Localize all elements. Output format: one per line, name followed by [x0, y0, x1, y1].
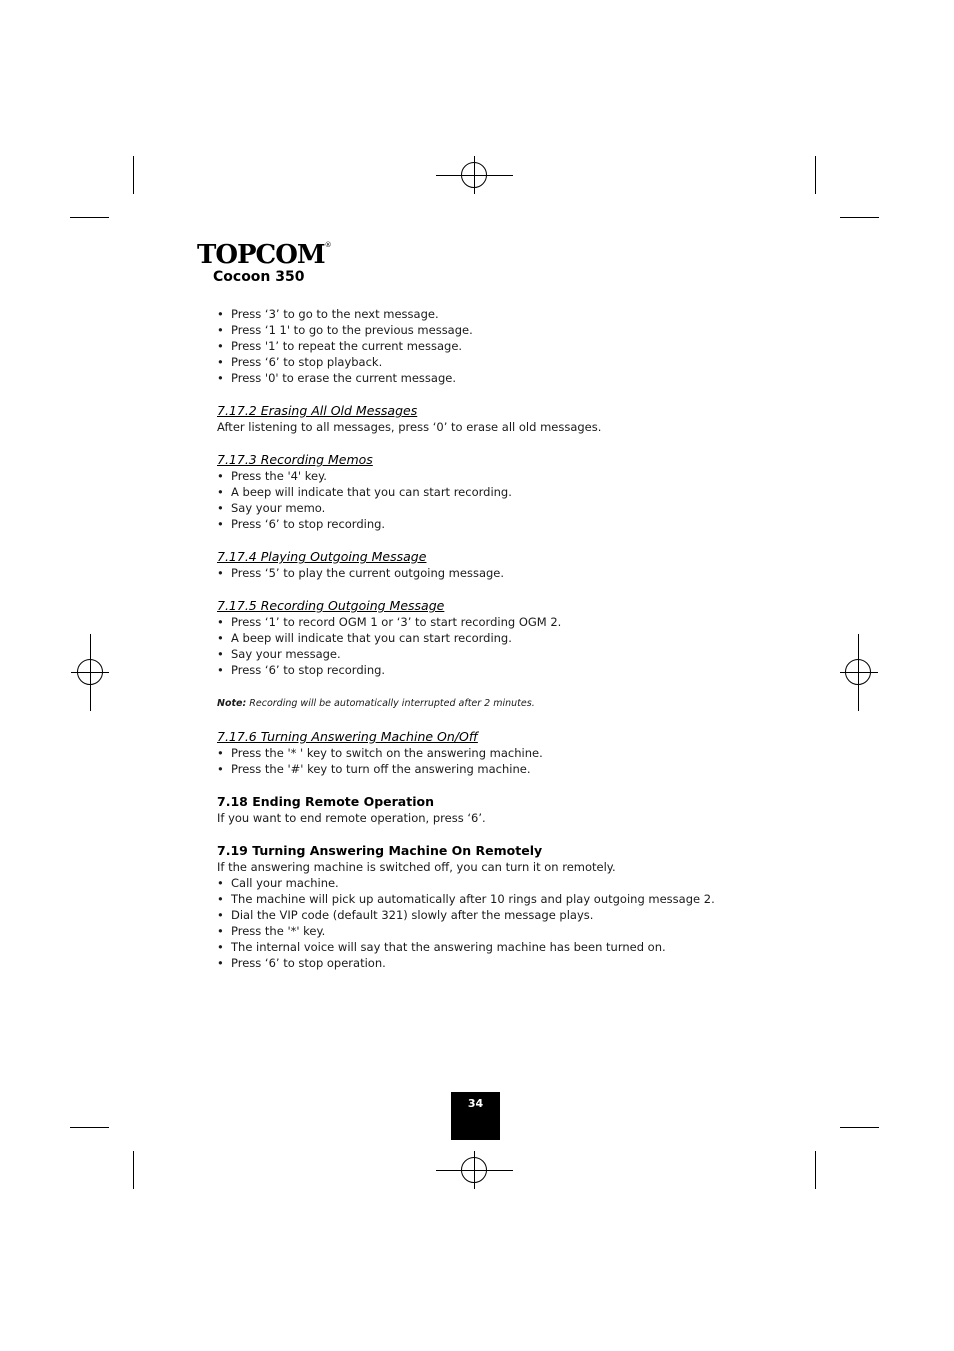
list-item: • Press ‘5’ to play the current outgoing message.: [217, 565, 837, 581]
registration-mark-circle: [461, 1157, 487, 1183]
list-item: • Press '0' to erase the current message.: [217, 370, 837, 386]
crop-mark: [840, 217, 879, 218]
crop-mark: [815, 156, 816, 194]
list-item: • Press the '4' key.: [217, 468, 837, 484]
section-heading: 7.17.3 Recording Memos: [217, 452, 373, 467]
list-item: • Press ‘1 1' to go to the previous message.: [217, 322, 837, 338]
list-item: • The machine will pick up automatically after 10 rings and play outgoing message 2.: [217, 891, 837, 907]
list-item: • Call your machine.: [217, 875, 837, 891]
list-item: • Press ‘6’ to stop playback.: [217, 354, 837, 370]
crop-mark: [840, 1127, 879, 1128]
section-heading: 7.18 Ending Remote Operation: [217, 794, 434, 809]
note-label: Note:: [217, 698, 247, 709]
crop-mark: [133, 1151, 134, 1189]
section-heading: 7.17.4 Playing Outgoing Message: [217, 549, 427, 564]
note: [217, 696, 837, 712]
section-heading: 7.17.2 Erasing All Old Messages: [217, 403, 418, 418]
list-item: • Press ‘6’ to stop operation.: [217, 955, 837, 971]
list-item: • Press '1’ to repeat the current message.: [217, 338, 837, 354]
list-item: • Dial the VIP code (default 321) slowly after the message plays.: [217, 907, 837, 923]
bullet-list: [217, 468, 837, 532]
list-item: • Say your memo.: [217, 500, 837, 516]
brand-logo: TOPCOM®: [197, 240, 331, 270]
registration-mark-circle: [461, 162, 487, 188]
section-body: After listening to all messages, press ‘0’ to erase all old messages.: [217, 420, 602, 434]
section-heading: 7.17.5 Recording Outgoing Message: [217, 598, 445, 613]
list-item: • The internal voice will say that the answering machine has been turned on.: [217, 939, 837, 955]
crop-mark: [133, 156, 134, 194]
intro-list: [217, 306, 837, 386]
crop-mark: [815, 1151, 816, 1189]
list-item: • Press ‘1’ to record OGM 1 or ‘3’ to start recording OGM 2.: [217, 614, 837, 630]
list-item: • Say your message.: [217, 646, 837, 662]
section-heading: 7.19 Turning Answering Machine On Remotely: [217, 843, 543, 858]
registration-mark-circle: [845, 659, 871, 685]
registration-mark-circle: [77, 659, 103, 685]
list-item: • A beep will indicate that you can start recording.: [217, 484, 837, 500]
crop-mark: [70, 217, 109, 218]
list-item: • A beep will indicate that you can start recording.: [217, 630, 837, 646]
section-heading: 7.17.6 Turning Answering Machine On/Off: [217, 729, 478, 744]
list-item: • Press ‘6’ to stop recording.: [217, 662, 837, 678]
main-content: [217, 306, 837, 971]
list-item: • Press ‘6’ to stop recording.: [217, 516, 837, 532]
section-body: If the answering machine is switched off, you can turn it on remotely.: [217, 860, 616, 874]
bullet-list: [217, 875, 837, 971]
bullet-list: [217, 565, 837, 581]
section-body: If you want to end remote operation, press ‘6’.: [217, 811, 486, 825]
bullet-list: [217, 745, 837, 777]
page-number: 34: [451, 1092, 500, 1140]
list-item: • Press ‘3’ to go to the next message.: [217, 306, 837, 322]
list-item: • Press the '*' key.: [217, 923, 837, 939]
list-item: • Press the '* ' key to switch on the answering machine.: [217, 745, 837, 761]
bullet-list: [217, 614, 837, 678]
crop-mark: [70, 1127, 109, 1128]
list-item: • Press the '#' key to turn off the answering machine.: [217, 761, 837, 777]
model-title: Cocoon 350: [213, 269, 305, 285]
note-text: Recording will be automatically interrupted after 2 minutes.: [249, 698, 535, 709]
